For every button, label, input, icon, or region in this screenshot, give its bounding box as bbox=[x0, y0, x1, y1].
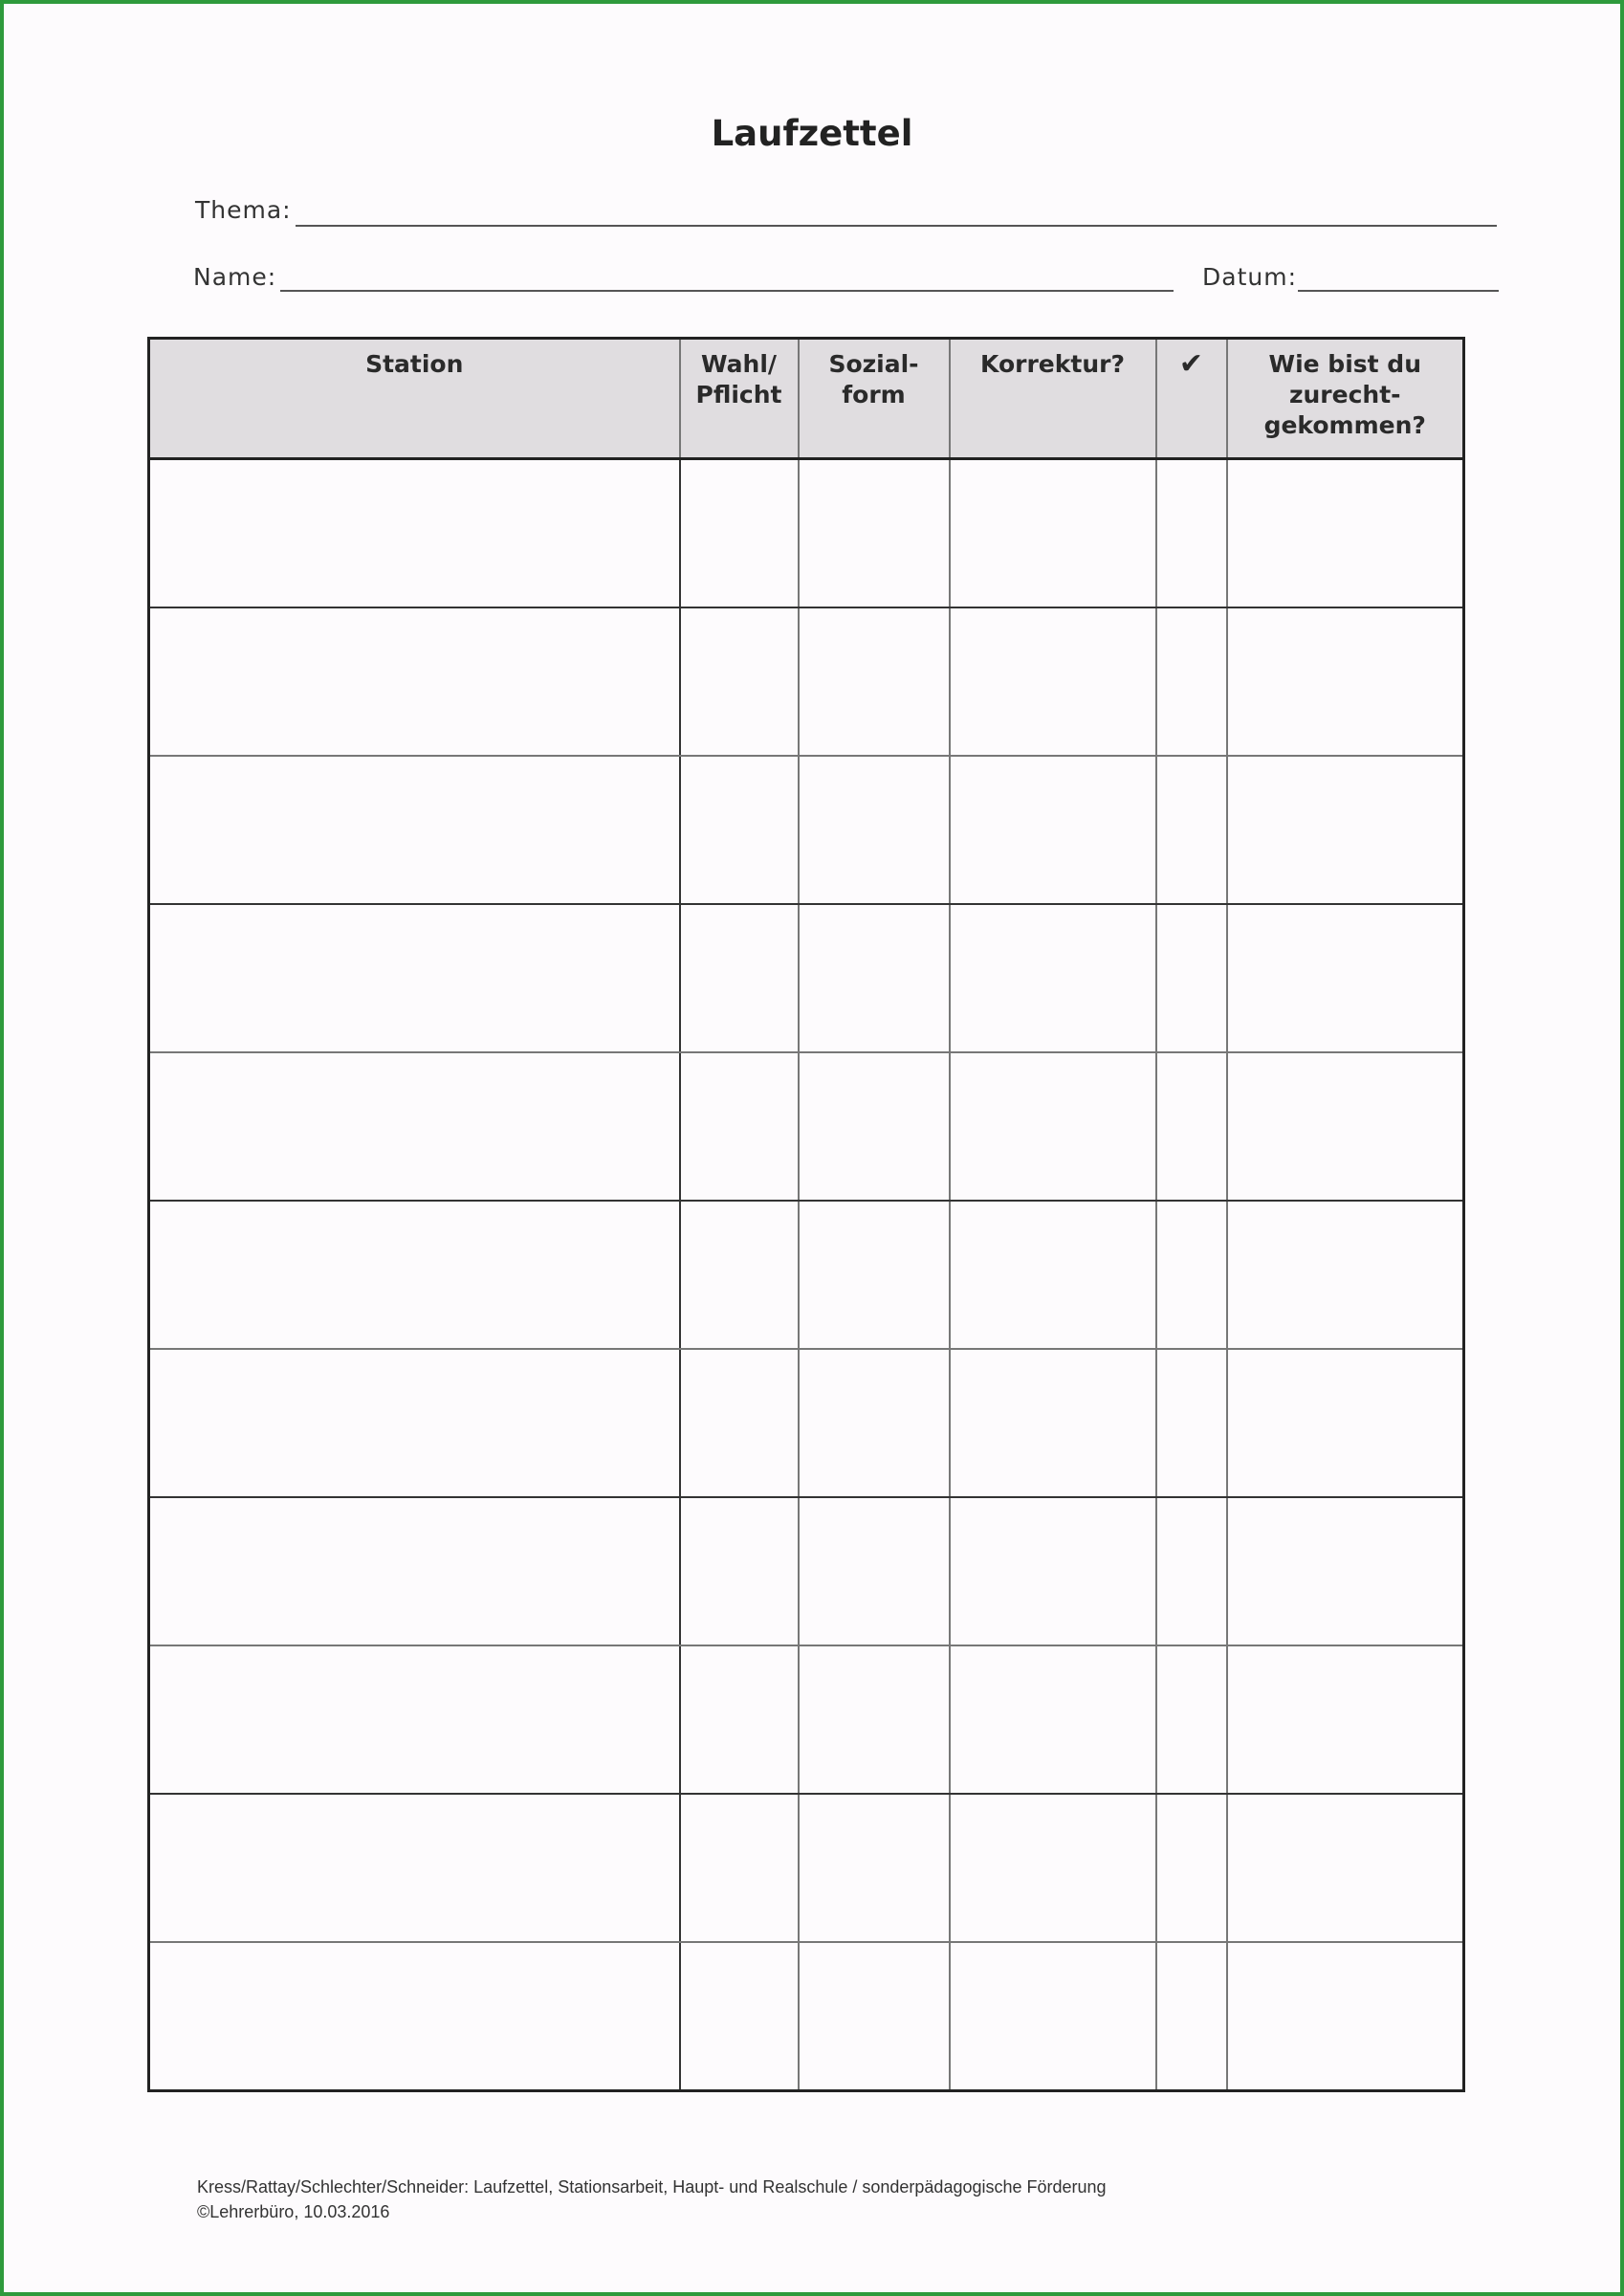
name-line[interactable] bbox=[280, 290, 1174, 292]
cell-station[interactable] bbox=[149, 1349, 680, 1497]
header-korrektur: Korrektur? bbox=[950, 339, 1156, 459]
name-label: Name: bbox=[193, 263, 277, 291]
cell-sozialform[interactable] bbox=[799, 1645, 950, 1794]
cell-check[interactable] bbox=[1156, 1052, 1227, 1201]
cell-check[interactable] bbox=[1156, 1794, 1227, 1942]
cell-korrektur[interactable] bbox=[950, 1201, 1156, 1349]
cell-wahl-pflicht[interactable] bbox=[680, 1052, 799, 1201]
cell-check[interactable] bbox=[1156, 1349, 1227, 1497]
cell-station[interactable] bbox=[149, 904, 680, 1052]
cell-wie-bist-du[interactable] bbox=[1227, 1349, 1464, 1497]
cell-station[interactable] bbox=[149, 1201, 680, 1349]
cell-wahl-pflicht[interactable] bbox=[680, 756, 799, 904]
cell-sozialform[interactable] bbox=[799, 756, 950, 904]
cell-wie-bist-du[interactable] bbox=[1227, 1794, 1464, 1942]
cell-wahl-pflicht[interactable] bbox=[680, 1349, 799, 1497]
cell-station[interactable] bbox=[149, 1942, 680, 2091]
cell-station[interactable] bbox=[149, 1645, 680, 1794]
cell-wie-bist-du[interactable] bbox=[1227, 607, 1464, 756]
table-row bbox=[149, 459, 1464, 608]
table-row bbox=[149, 1349, 1464, 1497]
table-row bbox=[149, 1645, 1464, 1794]
cell-wahl-pflicht[interactable] bbox=[680, 459, 799, 608]
cell-korrektur[interactable] bbox=[950, 904, 1156, 1052]
cell-station[interactable] bbox=[149, 756, 680, 904]
cell-station[interactable] bbox=[149, 607, 680, 756]
thema-label: Thema: bbox=[195, 196, 292, 224]
cell-wahl-pflicht[interactable] bbox=[680, 1794, 799, 1942]
cell-sozialform[interactable] bbox=[799, 459, 950, 608]
table-row bbox=[149, 607, 1464, 756]
cell-wahl-pflicht[interactable] bbox=[680, 1497, 799, 1645]
cell-sozialform[interactable] bbox=[799, 1794, 950, 1942]
table-row bbox=[149, 1942, 1464, 2091]
footer-line-2: ©Lehrerbüro, 10.03.2016 bbox=[197, 2202, 390, 2221]
cell-check[interactable] bbox=[1156, 1942, 1227, 2091]
cell-sozialform[interactable] bbox=[799, 1201, 950, 1349]
cell-sozialform[interactable] bbox=[799, 1497, 950, 1645]
page-title: Laufzettel bbox=[711, 113, 913, 154]
header-sozialform: Sozial- form bbox=[799, 339, 950, 459]
cell-korrektur[interactable] bbox=[950, 1349, 1156, 1497]
cell-wie-bist-du[interactable] bbox=[1227, 459, 1464, 608]
cell-check[interactable] bbox=[1156, 904, 1227, 1052]
cell-wie-bist-du[interactable] bbox=[1227, 1052, 1464, 1201]
cell-station[interactable] bbox=[149, 1794, 680, 1942]
cell-korrektur[interactable] bbox=[950, 607, 1156, 756]
cell-wahl-pflicht[interactable] bbox=[680, 607, 799, 756]
cell-wahl-pflicht[interactable] bbox=[680, 1645, 799, 1794]
cell-wahl-pflicht[interactable] bbox=[680, 904, 799, 1052]
cell-sozialform[interactable] bbox=[799, 904, 950, 1052]
cell-sozialform[interactable] bbox=[799, 1052, 950, 1201]
datum-label: Datum: bbox=[1202, 263, 1297, 291]
footer-line-1: Kress/Rattay/Schlechter/Schneider: Laufzettel, Stationsarbeit, Haupt- und Realschule / sonderpädagogische Förderung bbox=[197, 2177, 1107, 2197]
cell-wie-bist-du[interactable] bbox=[1227, 904, 1464, 1052]
cell-check[interactable] bbox=[1156, 1645, 1227, 1794]
table-row bbox=[149, 1497, 1464, 1645]
cell-check[interactable] bbox=[1156, 1497, 1227, 1645]
header-checkmark-icon: ✔ bbox=[1156, 339, 1227, 459]
cell-wie-bist-du[interactable] bbox=[1227, 1645, 1464, 1794]
header-wie-bist-du: Wie bist du zurecht- gekommen? bbox=[1227, 339, 1464, 459]
table-row bbox=[149, 904, 1464, 1052]
cell-wahl-pflicht[interactable] bbox=[680, 1942, 799, 2091]
cell-sozialform[interactable] bbox=[799, 607, 950, 756]
footer bbox=[197, 2175, 1107, 2224]
cell-korrektur[interactable] bbox=[950, 1497, 1156, 1645]
cell-station[interactable] bbox=[149, 459, 680, 608]
cell-station[interactable] bbox=[149, 1497, 680, 1645]
cell-wie-bist-du[interactable] bbox=[1227, 1942, 1464, 2091]
cell-check[interactable] bbox=[1156, 459, 1227, 608]
cell-sozialform[interactable] bbox=[799, 1942, 950, 2091]
cell-korrektur[interactable] bbox=[950, 1794, 1156, 1942]
cell-check[interactable] bbox=[1156, 607, 1227, 756]
cell-korrektur[interactable] bbox=[950, 1942, 1156, 2091]
table-row bbox=[149, 1201, 1464, 1349]
cell-wahl-pflicht[interactable] bbox=[680, 1201, 799, 1349]
cell-korrektur[interactable] bbox=[950, 1052, 1156, 1201]
cell-korrektur[interactable] bbox=[950, 459, 1156, 608]
cell-check[interactable] bbox=[1156, 756, 1227, 904]
laufzettel-table bbox=[147, 337, 1465, 2092]
header-wahl-pflicht: Wahl/ Pflicht bbox=[680, 339, 799, 459]
cell-wie-bist-du[interactable] bbox=[1227, 756, 1464, 904]
table-row bbox=[149, 1794, 1464, 1942]
table-row bbox=[149, 756, 1464, 904]
thema-line[interactable] bbox=[296, 225, 1497, 227]
table-row bbox=[149, 1052, 1464, 1201]
header-station: Station bbox=[149, 339, 680, 459]
cell-check[interactable] bbox=[1156, 1201, 1227, 1349]
cell-korrektur[interactable] bbox=[950, 756, 1156, 904]
cell-korrektur[interactable] bbox=[950, 1645, 1156, 1794]
cell-sozialform[interactable] bbox=[799, 1349, 950, 1497]
cell-wie-bist-du[interactable] bbox=[1227, 1497, 1464, 1645]
cell-station[interactable] bbox=[149, 1052, 680, 1201]
cell-wie-bist-du[interactable] bbox=[1227, 1201, 1464, 1349]
table-header-row bbox=[149, 339, 1464, 459]
datum-line[interactable] bbox=[1298, 290, 1499, 292]
